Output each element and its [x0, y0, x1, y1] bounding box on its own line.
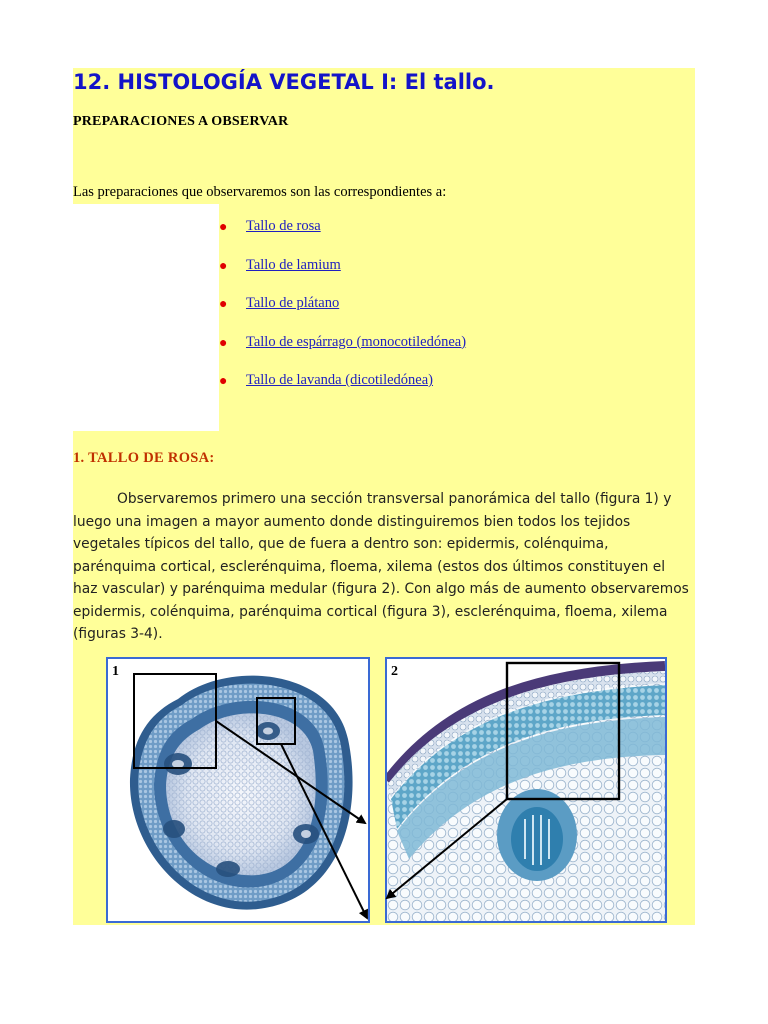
intro-text: Las preparaciones que observaremos son las correspondientes a: [73, 184, 447, 200]
body-paragraph: Observaremos primero una sección transversal panorámica del tallo (figura 1) y luego una imagen a mayor aumento donde distinguiremos bien todos los tejidos vegetales típicos del tallo, que de fuera a dentro son: epidermis, colénquima, parénquima cortical, esclerénquima, floema, xilema (estos dos últimos constituyen el haz vascular) y parénquima medular (figura 2). Con algo más de aumento observaremos epidermis, colénquima, parénquima cortical (figura 3), esclerénquima, floema, xilema (figuras 3-4). [73, 491, 689, 642]
list-item [219, 372, 466, 411]
subtitle: PREPARACIONES A OBSERVAR [73, 114, 289, 129]
link-tallo-rosa[interactable]: Tallo de rosa [246, 218, 321, 234]
list-item [219, 295, 466, 334]
link-tallo-platano[interactable]: Tallo de plátano [246, 295, 340, 311]
link-tallo-lavanda[interactable]: Tallo de lavanda (dicotiledónea) [246, 372, 433, 388]
bullet-icon: ● [219, 297, 228, 312]
stem-cross-section-illustration [108, 659, 368, 921]
bullet-icon: ● [219, 374, 228, 389]
link-tallo-esparrago[interactable]: Tallo de espárrago (monocotiledónea) [246, 333, 467, 350]
list-item [219, 334, 466, 373]
white-block [73, 204, 219, 431]
page-title: 12. HISTOLOGÍA VEGETAL I: El tallo. [73, 70, 495, 94]
document-page [73, 68, 695, 925]
bullet-icon: ● [219, 335, 228, 351]
bullet-icon: ● [219, 220, 228, 235]
figure-1-number: 1 [112, 664, 119, 679]
list-item [219, 218, 466, 257]
figure-1-image [106, 657, 370, 923]
list-item [219, 257, 466, 296]
link-tallo-lamium[interactable]: Tallo de lamium [246, 256, 341, 273]
tissue-magnified-illustration [387, 659, 665, 921]
preparations-list [219, 218, 466, 411]
bullet-icon: ● [219, 258, 228, 274]
figure-2-image [385, 657, 667, 923]
section-heading: 1. TALLO DE ROSA: [73, 450, 215, 466]
figure-2-number: 2 [391, 664, 398, 679]
